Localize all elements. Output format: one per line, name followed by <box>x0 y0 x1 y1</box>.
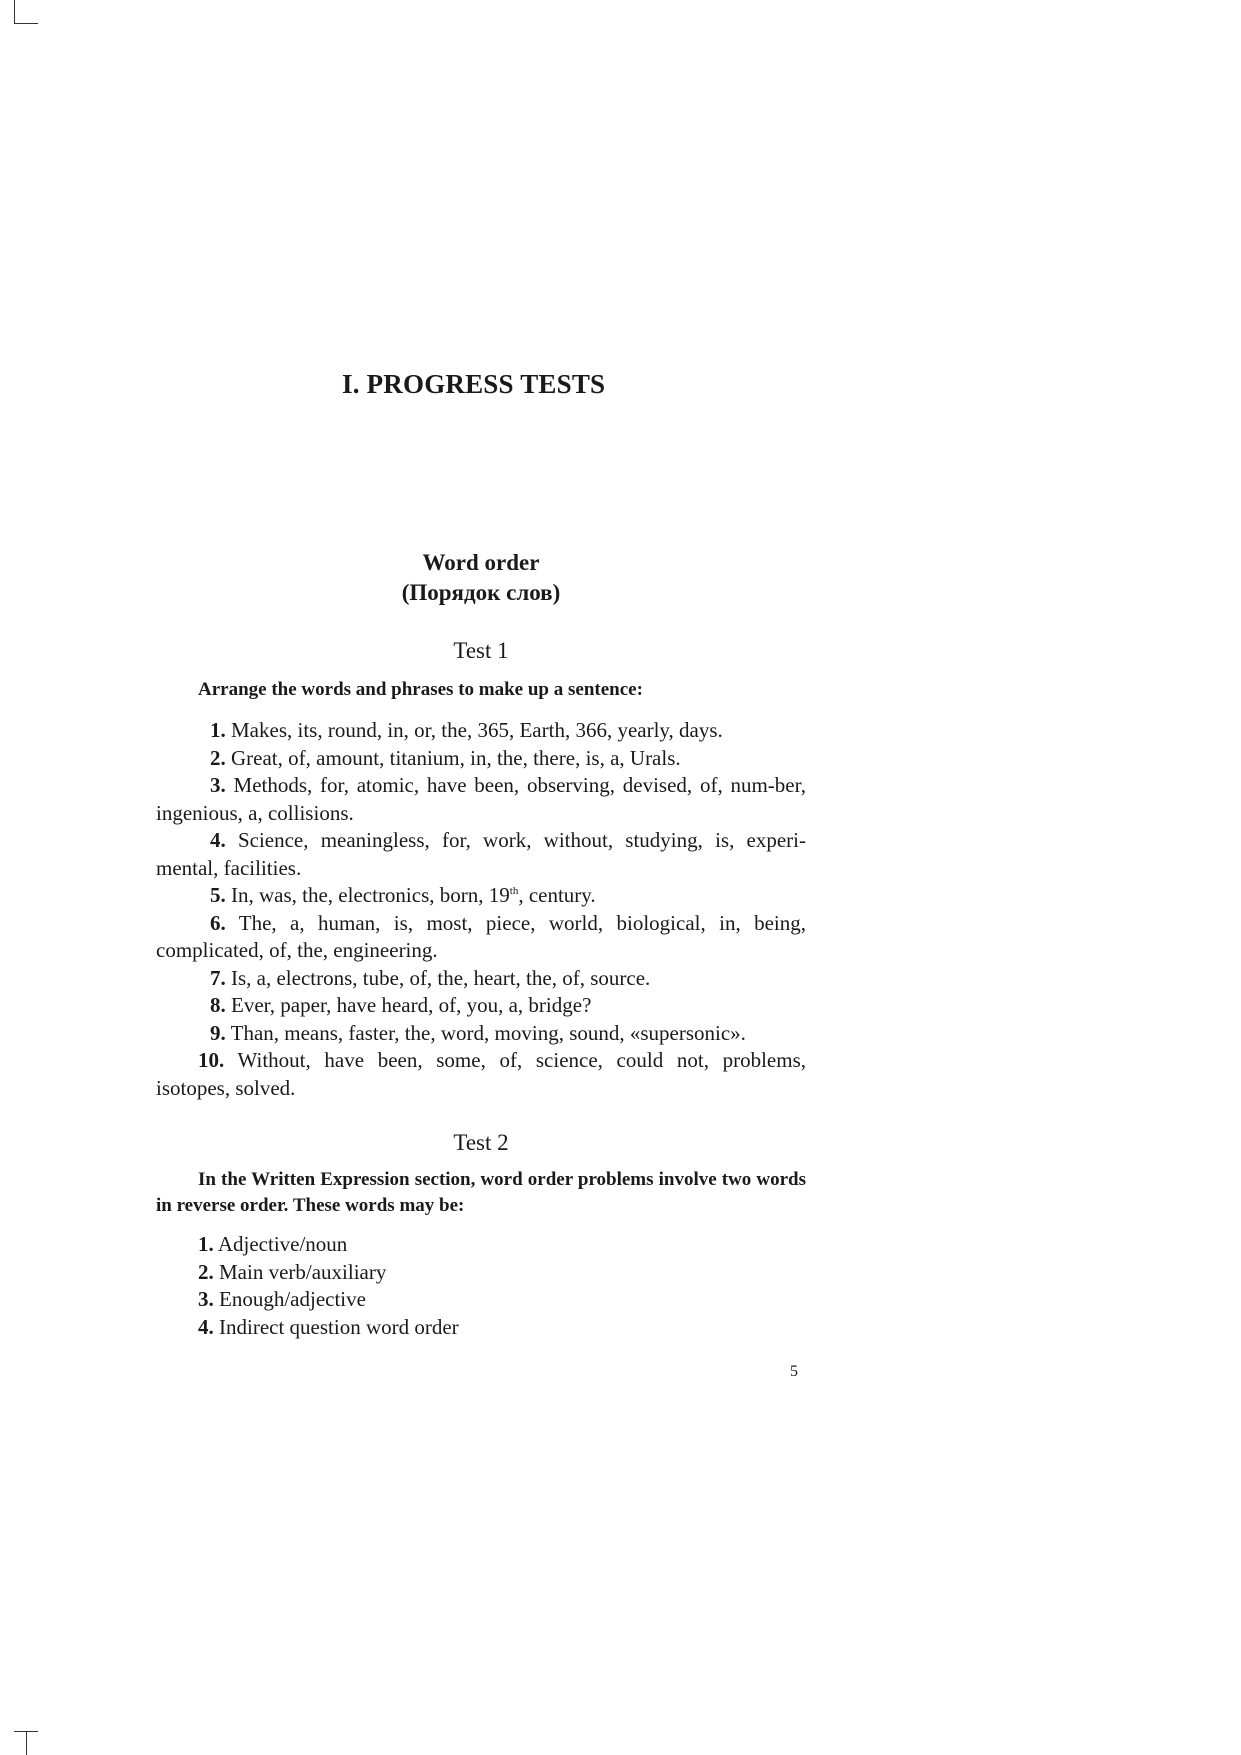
test2-section <box>156 1167 806 1341</box>
crop-mark-bottom-vertical <box>26 1731 27 1755</box>
page-number: 5 <box>790 1363 798 1380</box>
list-item: 5. In, was, the, electronics, born, 19th, century. <box>210 883 596 907</box>
list-item: 10. Without, have been, some, of, science, could not, problems, isotopes, solved. <box>156 1048 806 1100</box>
list-item: 2. Main verb/auxiliary <box>198 1259 387 1284</box>
topic-title <box>156 548 806 608</box>
list-item: 6. The, a, human, is, most, piece, world, biological, in, being, complicated, of, the, engineering. <box>156 910 806 962</box>
section-title: I. PROGRESS TESTS <box>342 369 606 399</box>
list-item: 8. Ever, paper, have heard, of, you, a, bridge? <box>210 993 592 1017</box>
test1-instruction: Arrange the words and phrases to make up a sentence: <box>198 679 643 700</box>
test2-heading: Test 2 <box>453 1130 509 1155</box>
list-item: 7. Is, a, electrons, tube, of, the, heart, the, of, source. <box>210 965 651 990</box>
list-item: 4. Indirect question word order <box>198 1314 459 1339</box>
topic-title-english: Word order <box>422 550 540 575</box>
list-item: 1. Makes, its, round, in, or, the, 365, Earth, 366, yearly, days. <box>210 718 723 742</box>
list-item: 3. Methods, for, atomic, have been, observing, devised, of, num-ber, ingenious, a, collisions. <box>156 773 807 825</box>
list-item: 4. Science, meaningless, for, work, without, studying, is, experi-mental, facilities. <box>156 828 806 880</box>
test1-list <box>156 717 806 1102</box>
test1-heading: Test 1 <box>453 638 509 663</box>
test1-section <box>156 677 806 1102</box>
topic-title-russian: (Порядок слов) <box>401 580 561 605</box>
list-item: 9. Than, means, faster, the, word, moving, sound, «supersonic». <box>210 1020 746 1045</box>
test2-instruction: In the Written Expression section, word order problems involve two words in reverse order. These words may be: <box>156 1169 806 1216</box>
list-item: 3. Enough/adjective <box>198 1287 366 1311</box>
list-item: 1. Adjective/noun <box>198 1232 348 1256</box>
list-item: 2. Great, of, amount, titanium, in, the, there, is, a, Urals. <box>210 745 681 770</box>
crop-mark-top-vertical <box>14 0 15 24</box>
crop-mark-top-horizontal <box>14 23 38 24</box>
test2-list <box>156 1231 806 1341</box>
